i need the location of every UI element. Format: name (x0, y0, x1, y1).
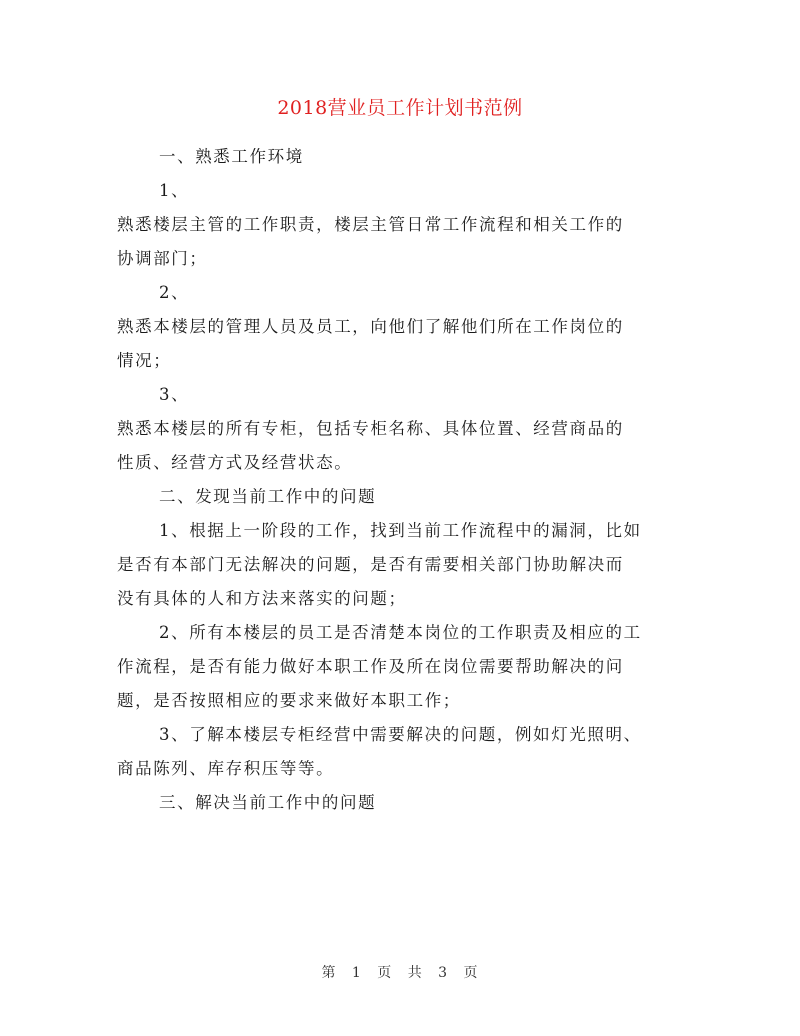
section-heading-3: 三、解决当前工作中的问题 (159, 793, 377, 812)
paragraph-line: 熟悉楼层主管的工作职责，楼层主管日常工作流程和相关工作的 (117, 215, 624, 234)
total-suffix: 页 (463, 965, 479, 981)
paragraph-line: 2、 (159, 283, 190, 302)
section-heading-2: 二、发现当前工作中的问题 (159, 487, 377, 506)
paragraph-line: 情况； (117, 351, 172, 370)
document-title: 2018营业员工作计划书范例 (277, 97, 523, 119)
paragraph-line: 3、 (159, 385, 190, 404)
total-prefix: 共 (407, 965, 423, 981)
paragraph-line: 2、所有本楼层的员工是否清楚本岗位的工作职责及相应的工 (159, 623, 642, 642)
page-footer (0, 962, 800, 982)
paragraph-line: 熟悉本楼层的管理人员及员工，向他们了解他们所在工作岗位的 (117, 317, 624, 336)
page-prefix: 第 (321, 965, 337, 981)
paragraph-line: 题，是否按照相应的要求来做好本职工作； (117, 691, 461, 710)
paragraph-line: 商品陈列、库存积压等等。 (117, 759, 335, 778)
page-word: 页 (377, 965, 393, 981)
paragraph-line: 1、根据上一阶段的工作，找到当前工作流程中的漏洞，比如 (159, 521, 642, 540)
paragraph-line: 没有具体的人和方法来落实的问题； (117, 589, 407, 608)
section-heading-1: 一、熟悉工作环境 (159, 147, 304, 166)
paragraph-line: 1、 (159, 181, 190, 200)
current-page-number: 1 (351, 965, 362, 981)
paragraph-line: 作流程，是否有能力做好本职工作及所在岗位需要帮助解决的问 (117, 657, 624, 676)
paragraph-line: 3、了解本楼层专柜经营中需要解决的问题，例如灯光照明、 (159, 725, 642, 744)
document-body (117, 140, 683, 820)
paragraph-line: 协调部门； (117, 249, 208, 268)
total-pages-number: 3 (438, 965, 449, 981)
paragraph-line: 性质、经营方式及经营状态。 (117, 453, 353, 472)
paragraph-line: 熟悉本楼层的所有专柜，包括专柜名称、具体位置、经营商品的 (117, 419, 624, 438)
paragraph-line: 是否有本部门无法解决的问题，是否有需要相关部门协助解决而 (117, 555, 624, 574)
